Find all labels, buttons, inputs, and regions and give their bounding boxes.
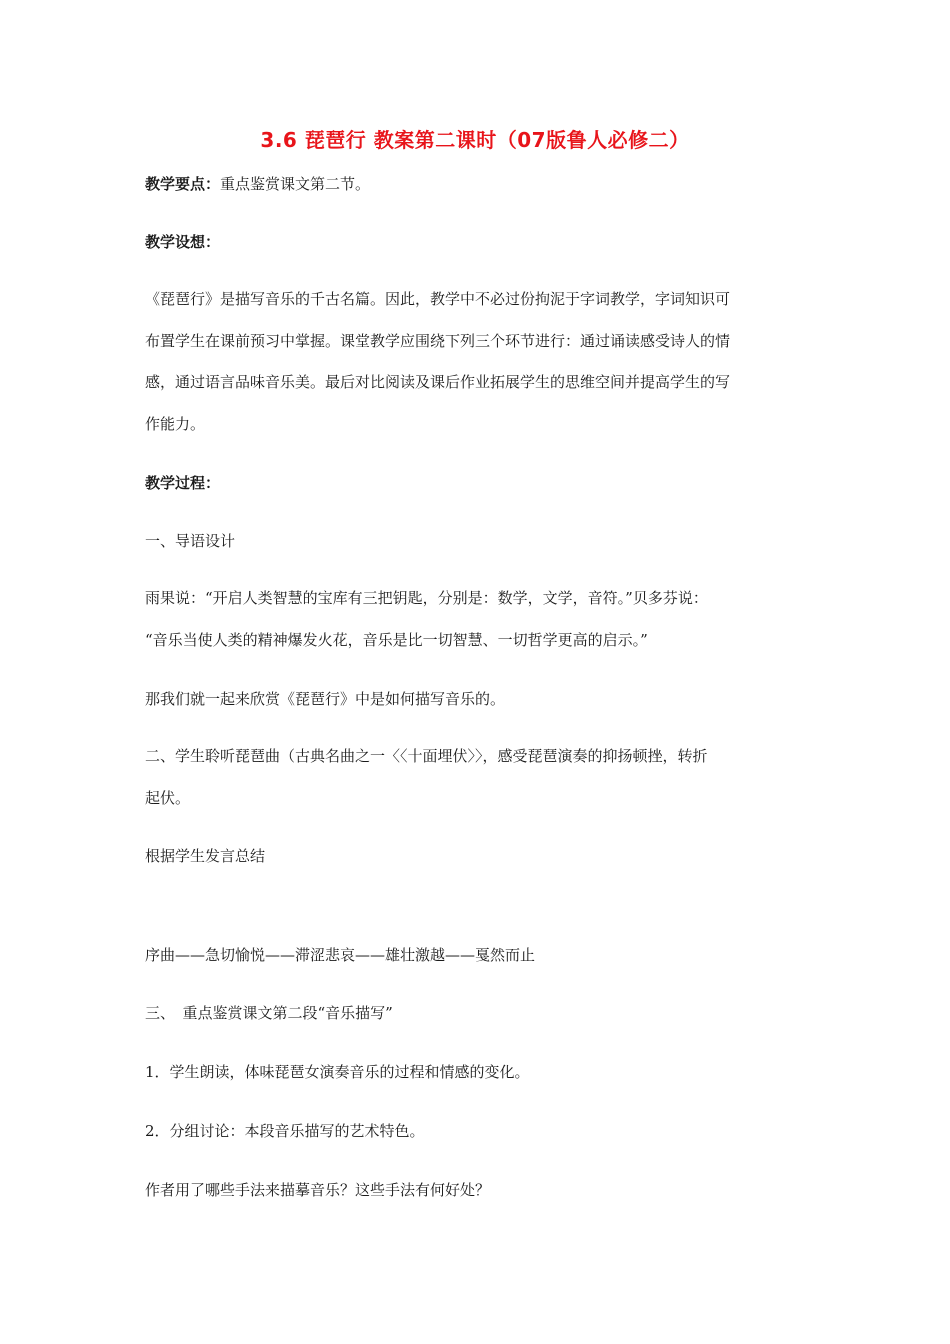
section-2-line: 起伏。 [145,788,191,807]
quote-line: 雨果说：“开启人类智慧的宝库有三把钥匙，分别是：数学，文学，音符。”贝多芬说： [145,589,708,607]
document-title: 3.6 琵琶行 教案第二课时（07版鲁人必修二） [260,128,690,152]
design-heading: 教学设想： [145,233,221,251]
summary-label: 根据学生发言总结 [145,847,266,865]
design-para-line: 布置学生在课前预习中掌握。课堂教学应围绕下列三个环节进行：通过诵读感受诗人的情 [145,331,731,350]
quote-line: “音乐当使人类的精神爆发火花，音乐是比一切智慧、一切哲学更高的启示。” [145,630,648,649]
key-points-label: 教学要点： [145,175,221,193]
process-heading: 教学过程： [145,474,221,492]
list-item-1: 1．学生朗读，体味琵琶女演奏音乐的过程和情感的变化。 [145,1063,530,1081]
section-2-paragraph [145,736,811,819]
design-para-line: 《琵琶行》是描写音乐的千古名篇。因此，教学中不必过份拘泥于字词教学，字词知识可 [145,290,731,308]
section-3-heading: 三、 重点鉴赏课文第二段“音乐描写” [145,1004,393,1022]
quote-paragraph [145,578,811,661]
key-points-line [145,170,815,198]
design-para-line: 感，通过语言品味音乐美。最后对比阅读及课后作业拓展学生的思维空间并提高学生的写 [145,373,731,391]
list-item-2: 2．分组讨论：本段音乐描写的艺术特色。 [145,1122,425,1140]
section-1-heading: 一、导语设计 [145,532,236,550]
music-sequence: 序曲——急切愉悦——滞涩悲哀——雄壮激越——戛然而止 [145,946,536,964]
discussion-question: 作者用了哪些手法来描摹音乐？这些手法有何好处？ [145,1181,491,1199]
design-paragraph [145,279,811,445]
intro-line: 那我们就一起来欣赏《琵琶行》中是如何描写音乐的。 [145,690,506,708]
design-para-line: 作能力。 [145,414,206,433]
key-points-text: 重点鉴赏课文第二节。 [220,175,371,193]
section-2-line: 二、学生聆听琵琶曲（古典名曲之一〈〈十面埋伏〉〉，感受琵琶演奏的抑扬顿挫，转折 [145,747,708,765]
